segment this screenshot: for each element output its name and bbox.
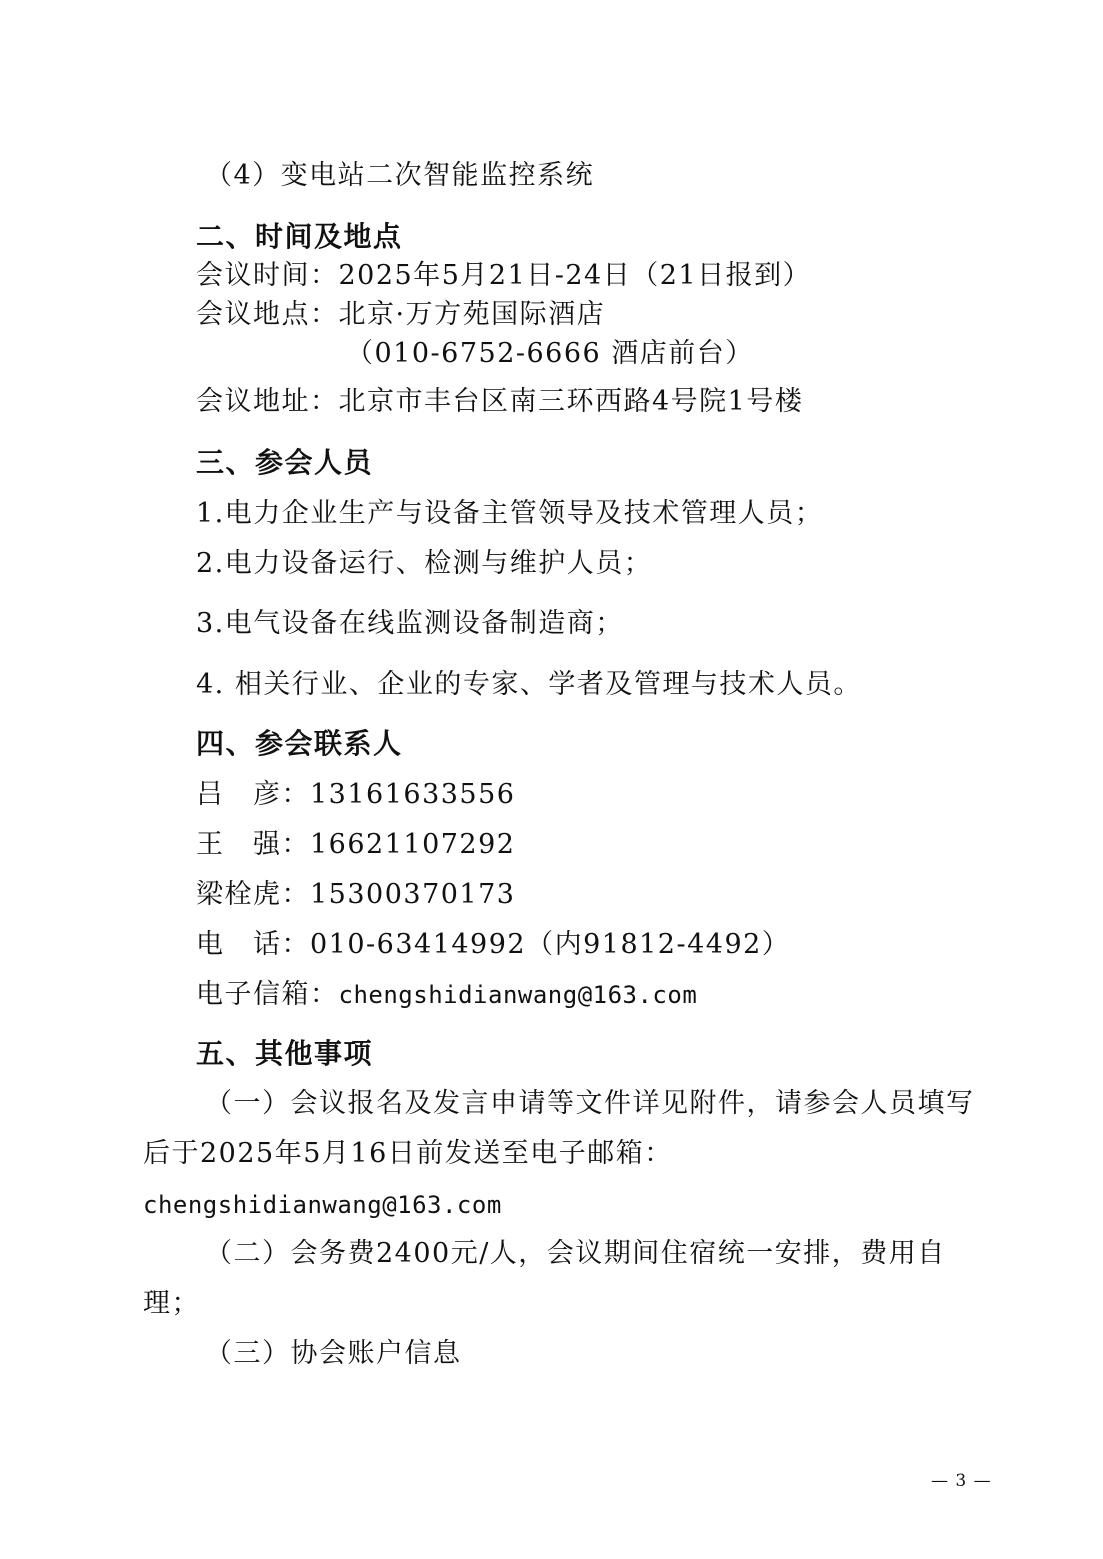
list-item-4: （4）变电站二次智能监控系统: [205, 160, 595, 191]
section-heading-other: 五、其他事项: [196, 1037, 374, 1070]
paragraph-registration: （一）会议报名及发言申请等文件详见附件，请参会人员填写: [205, 1088, 975, 1119]
page-number: — 3 —: [931, 1471, 992, 1491]
section-heading-attendees: 三、参会人员: [196, 446, 374, 479]
meeting-venue: 会议地点：北京·万方苑国际酒店: [196, 299, 606, 330]
paragraph-fee: （二）会务费2400元/人，会议期间住宿统一安排，费用自: [205, 1238, 946, 1269]
section-heading-time-location: 二、时间及地点: [196, 220, 403, 253]
attendee-item: 1.电力企业生产与设备主管领导及技术管理人员；: [196, 498, 824, 529]
attendee-item: 3.电气设备在线监测设备制造商；: [196, 608, 624, 639]
paragraph-registration-cont: 后于2025年5月16日前发送至电子邮箱：: [143, 1138, 673, 1169]
paragraph-account: （三）协会账户信息: [205, 1338, 462, 1369]
contact-line: 王 强：16621107292: [196, 829, 516, 860]
section-heading-contacts: 四、参会联系人: [196, 727, 403, 760]
contact-line: 吕 彦：13161633556: [196, 779, 516, 810]
paragraph-fee-cont: 理；: [143, 1288, 200, 1319]
attendee-item: 2.电力设备运行、检测与维护人员；: [196, 548, 653, 579]
attendee-item: 4. 相关行业、企业的专家、学者及管理与技术人员。: [196, 669, 862, 700]
meeting-time: 会议时间：2025年5月21日-24日（21日报到）: [196, 260, 812, 291]
contact-email: chengshidianwang@163.com: [338, 981, 698, 1009]
venue-phone: （010-6752-6666 酒店前台）: [346, 338, 754, 369]
email-label: 电子信箱：: [196, 979, 339, 1010]
contact-line: 梁栓虎：15300370173: [196, 879, 516, 910]
contact-line: 电 话：010-63414992（内91812-4492）: [196, 929, 791, 960]
registration-email: chengshidianwang@163.com: [143, 1191, 502, 1219]
meeting-address: 会议地址：北京市丰台区南三环西路4号院1号楼: [196, 386, 804, 417]
contact-email-line: [196, 977, 697, 1013]
